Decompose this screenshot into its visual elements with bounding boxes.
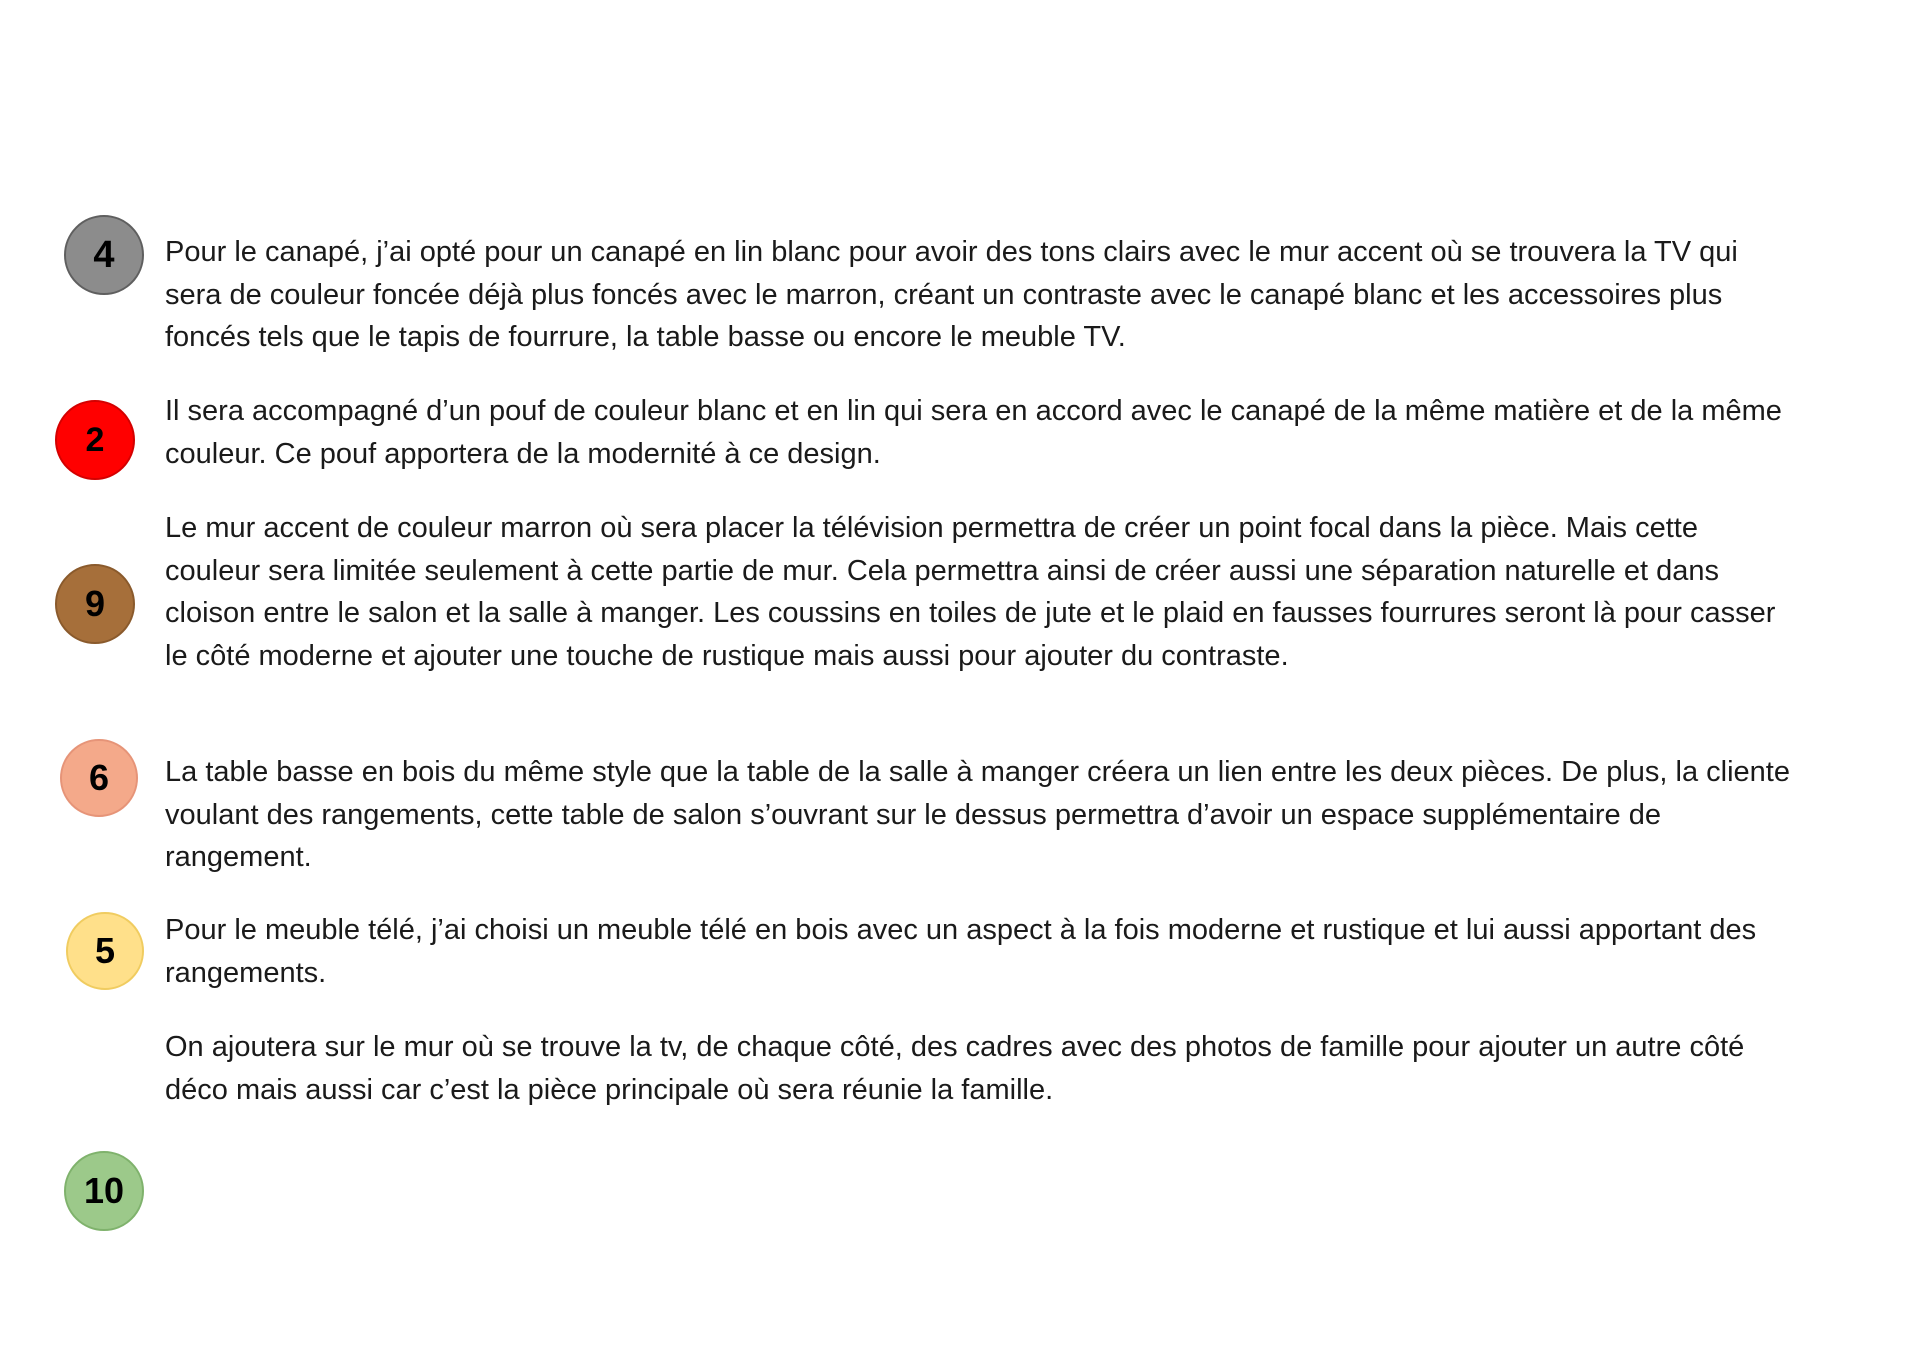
badge-2 — [55, 400, 135, 480]
badge-9 — [55, 564, 135, 644]
badge-2-label: 2 — [85, 420, 105, 459]
badge-5 — [66, 912, 144, 990]
badge-10-label: 10 — [83, 1170, 125, 1211]
badge-4 — [64, 215, 144, 295]
paragraph-table-basse: La table basse en bois du même style que la table de la salle à manger créera un lien entre les deux pièces. De plus, la cliente voulant des rangements, cette table de salon s’ouvrant sur le dessus permettra d’avoir un espace supplémentaire de rangement. — [165, 756, 1790, 873]
paragraph-cadres-photos: On ajoutera sur le mur où se trouve la tv, de chaque côté, des cadres avec des photos de famille pour ajouter un autre côté déco mais aussi car c’est la pièce principale où sera réunie la famille. — [165, 1031, 1745, 1106]
badge-10 — [64, 1151, 144, 1231]
badge-6 — [60, 739, 138, 817]
badge-6-label: 6 — [88, 757, 110, 798]
badge-5-label: 5 — [94, 930, 116, 971]
paragraph-pouf: Il sera accompagné d’un pouf de couleur blanc et en lin qui sera en accord avec le canapé de la même matière et de la même couleur. Ce pouf apportera de la modernité à ce design. — [165, 395, 1782, 470]
paragraph-canape: Pour le canapé, j’ai opté pour un canapé en lin blanc pour avoir des tons clairs avec le mur accent où se trouvera la TV qui sera de couleur foncée déjà plus foncés avec le marron, créant un contraste avec le canapé blanc et les accessoires plus foncés tels que le tapis de fourrure, la table basse ou encore le meuble TV. — [165, 236, 1738, 353]
badge-9-label: 9 — [84, 583, 106, 624]
paragraph-meuble-tele: Pour le meuble télé, j’ai choisi un meuble télé en bois avec un aspect à la fois moderne et rustique et lui aussi apportant des rangements. — [165, 914, 1757, 989]
badge-4-label: 4 — [93, 233, 115, 276]
paragraph-mur-accent: Le mur accent de couleur marron où sera placer la télévision permettra de créer un point focal dans la pièce. Mais cette couleur sera limitée seulement à cette partie de mur. Cela permettra ainsi de créer aussi une séparation naturelle et dans cloison entre le salon et la salle à manger. Les coussins en toiles de jute et le plaid en fausses fourrures seront là pour casser le côté moderne et ajouter une touche de rustique mais aussi pour ajouter du contraste. — [165, 512, 1776, 672]
